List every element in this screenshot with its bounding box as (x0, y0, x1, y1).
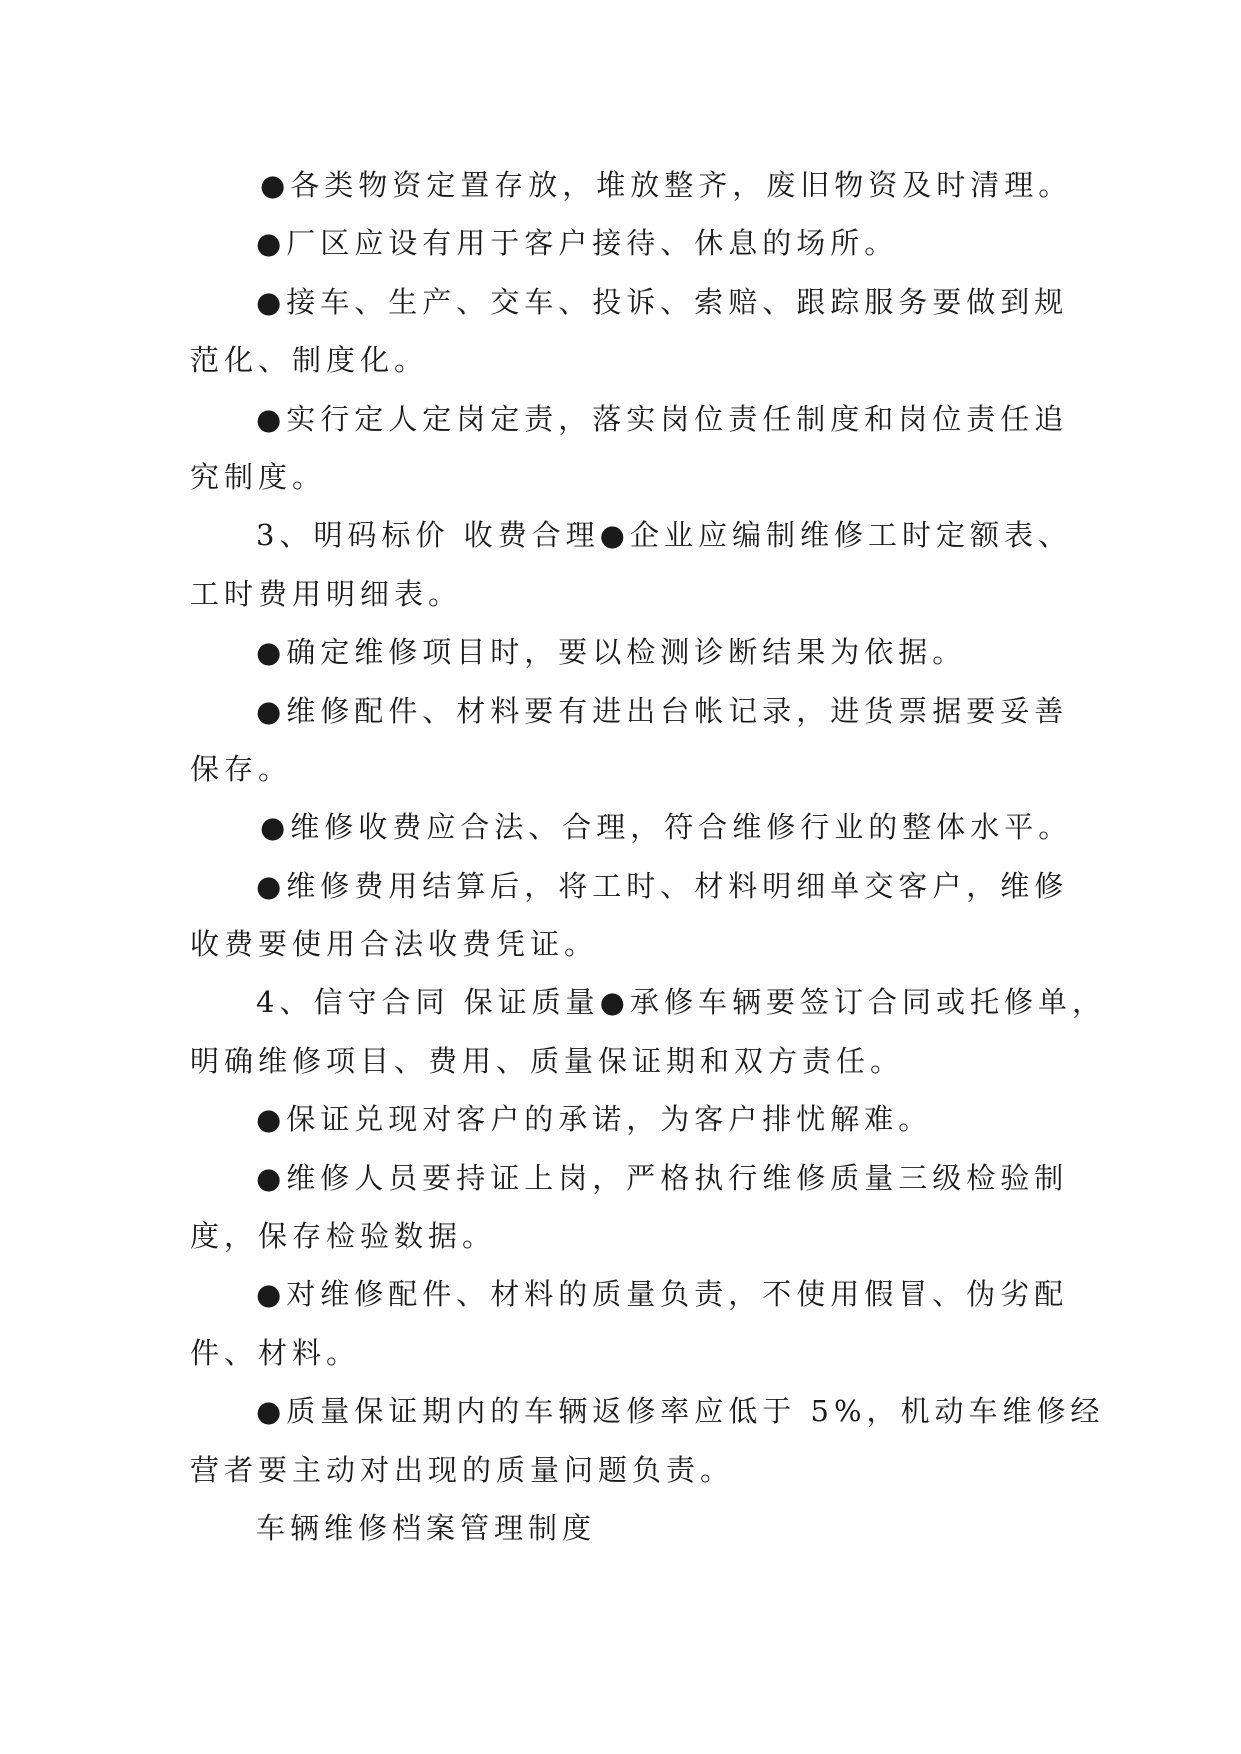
paragraph-line: ●对维修配件、材料的质量负责，不使用假冒、伪劣配 (256, 1277, 1069, 1312)
paragraph-line: ●维修人员要持证上岗，严格执行维修质量三级检验制 (256, 1160, 1069, 1195)
paragraph-line: ●维修配件、材料要有进出台帐记录，进货票据要妥善 (256, 693, 1069, 728)
paragraph-line: ●确定维修项目时，要以检测诊断结果为依据。 (256, 635, 967, 670)
paragraph-line: 度，保存检验数据。 (190, 1219, 497, 1254)
paragraph-line: ●接车、生产、交车、投诉、索赔、跟踪服务要做到规 (256, 284, 1069, 319)
paragraph-line: 保存。 (190, 751, 293, 786)
paragraph-line: ●质量保证期内的车辆返修率应低于 5%，机动车维修经 (256, 1394, 1105, 1429)
paragraph-line: ●维修费用结算后，将工时、材料明细单交客户，维修 (256, 868, 1069, 903)
section-heading-line: 3、明码标价 收费合理●企业应编制维修工时定额表、 (256, 518, 1072, 553)
paragraph-line: 明确维修项目、费用、质量保证期和双方责任。 (190, 1043, 905, 1078)
paragraph-line: ●保证兑现对客户的承诺，为客户排忧解难。 (256, 1102, 933, 1137)
document-body (190, 156, 1106, 1557)
section-title: 车辆维修档案管理制度 (256, 1510, 597, 1545)
paragraph-line: 收费要使用合法收费凭证。 (190, 927, 599, 962)
paragraph-line: ●厂区应设有用于客户接待、休息的场所。 (256, 226, 899, 261)
paragraph-line: 范化、制度化。 (190, 343, 429, 378)
paragraph-line: 营者要主动对出现的质量问题负责。 (190, 1452, 735, 1487)
paragraph-line: 件、材料。 (190, 1335, 361, 1370)
paragraph-line: 究制度。 (190, 459, 327, 494)
paragraph-line: 工时费用明细表。 (190, 576, 463, 611)
section-heading-line: 4、信守合同 保证质量●承修车辆要签订合同或托修单， (256, 985, 1106, 1020)
paragraph-line: ●各类物资定置存放，堆放整齐，废旧物资及时清理。 (260, 168, 1073, 202)
paragraph-line: ●维修收费应合法、合理，符合维修行业的整体水平。 (260, 810, 1073, 845)
paragraph-line: ●实行定人定岗定责，落实岗位责任制度和岗位责任追 (256, 401, 1069, 436)
